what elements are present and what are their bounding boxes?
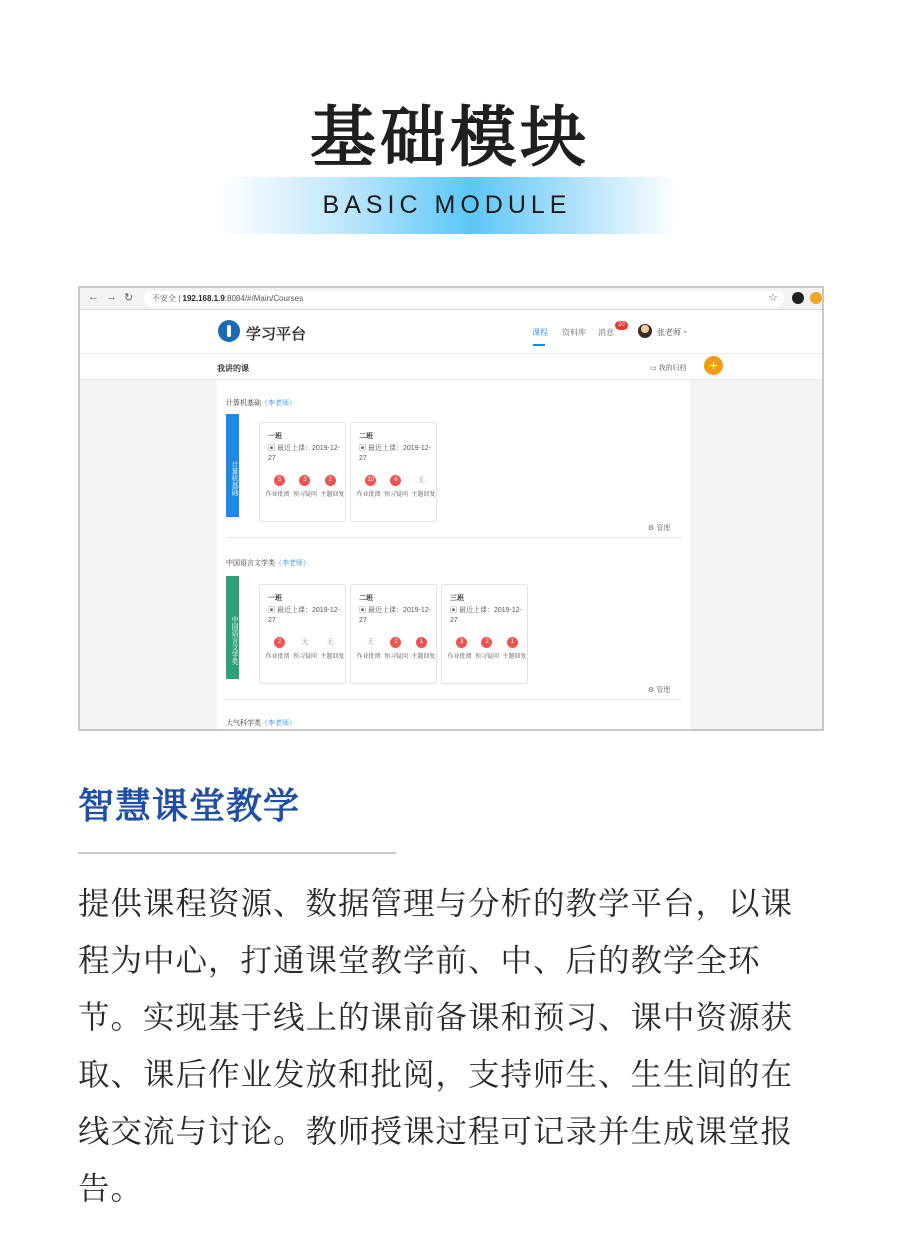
class-card[interactable] xyxy=(350,422,437,522)
nav-messages[interactable]: 消息 xyxy=(598,328,614,337)
class-name: 二班 xyxy=(359,433,373,440)
reload-icon[interactable]: ↻ xyxy=(124,292,134,304)
reply-count[interactable]: 1 xyxy=(507,637,518,648)
url-path: :8084/#/Main/Courses xyxy=(224,294,304,303)
add-course-button[interactable]: + xyxy=(704,356,723,375)
url-host: 192.168.1.9 xyxy=(182,294,225,303)
stat-label: 预习疑问 xyxy=(474,654,499,660)
subtitle-banner xyxy=(217,177,677,234)
app-screenshot xyxy=(78,286,824,731)
manage-link[interactable]: ⚙ 管理 xyxy=(648,525,671,532)
class-name: 一班 xyxy=(268,433,282,440)
class-stats xyxy=(449,637,525,648)
course-title[interactable] xyxy=(226,398,296,408)
bookmark-star-icon[interactable]: ☆ xyxy=(768,292,778,304)
stat-label: 作业批阅 xyxy=(265,654,290,660)
class-stats xyxy=(358,637,434,648)
class-name: 一班 xyxy=(268,595,282,602)
question-count[interactable]: 6 xyxy=(390,475,401,486)
course-ribbon: 计算机基础 xyxy=(226,414,239,517)
manage-link[interactable]: ⚙ 管理 xyxy=(648,687,671,694)
course-name: 大气科学类 xyxy=(226,720,261,727)
archive-label: 我的归档 xyxy=(658,365,687,372)
stat-labels xyxy=(446,653,528,661)
section-title: 智慧课堂教学 xyxy=(78,786,301,827)
address-bar[interactable] xyxy=(144,291,784,307)
app-name: 学习平台 xyxy=(246,326,307,343)
class-card[interactable] xyxy=(441,584,528,684)
subtitle-text: BASIC MODULE xyxy=(322,191,572,219)
class-stats xyxy=(267,637,343,648)
stat-label: 主题回复 xyxy=(502,654,527,660)
stat-label: 作业批阅 xyxy=(356,654,381,660)
nav-courses[interactable]: 课程 xyxy=(532,328,548,337)
course-title[interactable] xyxy=(226,558,310,568)
archive-link[interactable] xyxy=(650,363,687,373)
last-class-date: ▣ 最近上课：2019-12-27 xyxy=(268,445,340,462)
stat-labels xyxy=(355,491,437,499)
app-header xyxy=(80,310,822,354)
class-stats xyxy=(358,475,434,486)
calendar-icon: ▣ xyxy=(450,607,459,614)
class-card[interactable] xyxy=(259,584,346,684)
calendar-icon: ▣ xyxy=(359,445,368,452)
reply-count[interactable]: 2 xyxy=(325,475,336,486)
last-class-date: ▣ 最近上课：2019-12-27 xyxy=(359,445,431,462)
last-class-date: ▣ 最近上课：2019-12-27 xyxy=(268,607,340,624)
chevron-down-icon[interactable]: ⌄ xyxy=(682,326,689,335)
stat-label: 预习疑问 xyxy=(383,654,408,660)
nav-library[interactable]: 资料库 xyxy=(562,328,586,337)
course-title[interactable] xyxy=(226,718,296,728)
class-card[interactable] xyxy=(259,422,346,522)
extension-icon[interactable] xyxy=(810,292,822,304)
class-card[interactable] xyxy=(350,584,437,684)
gear-icon: ⚙ xyxy=(648,687,657,694)
homework-count[interactable]: 5 xyxy=(274,475,285,486)
reply-count[interactable]: 1 xyxy=(416,637,427,648)
stat-label: 主题回复 xyxy=(411,654,436,660)
forward-icon[interactable]: → xyxy=(106,291,117,303)
stat-label: 主题回复 xyxy=(320,654,345,660)
stat-labels xyxy=(264,653,346,661)
stat-labels xyxy=(355,653,437,661)
user-name[interactable]: 张老师 xyxy=(657,328,681,337)
question-count: 无 xyxy=(301,639,309,646)
stat-labels xyxy=(264,491,346,499)
calendar-icon: ▣ xyxy=(268,445,277,452)
course-name: 中国语言文学类 xyxy=(226,560,275,567)
stat-label: 预习疑问 xyxy=(292,654,317,660)
course-teacher: （李老师） xyxy=(261,720,296,727)
course-teacher: （李老师） xyxy=(275,560,310,567)
calendar-icon: ▣ xyxy=(268,607,277,614)
homework-count: 无 xyxy=(367,639,375,646)
class-name: 三班 xyxy=(450,595,464,602)
stat-label: 主题回复 xyxy=(320,492,345,498)
course-list xyxy=(217,380,690,731)
account-icon[interactable] xyxy=(792,292,804,304)
security-label: 不安全 | xyxy=(152,294,183,303)
course-ribbon: 中国语言文学类 xyxy=(226,576,239,679)
reply-count: 无 xyxy=(417,477,425,484)
stat-label: 作业批阅 xyxy=(356,492,381,498)
question-count[interactable]: 2 xyxy=(481,637,492,648)
homework-count[interactable]: 10 xyxy=(365,475,376,486)
section-body: 提供课程资源、数据管理与分析的教学平台，以课程为中心，打通课堂教学前、中、后的教学全环节。实现基于线上的课前备课和预习、课中资源获取、课后作业发放和批阅，支持师生、生生间的在线交流与讨论。教师授课过程可记录并生成课堂报告。 xyxy=(78,886,794,1207)
browser-toolbar xyxy=(80,288,822,310)
back-icon[interactable]: ← xyxy=(88,291,99,303)
course-teacher: （李老师） xyxy=(261,400,296,407)
nav-active-indicator xyxy=(533,344,545,346)
page-title: 基础模块 xyxy=(310,99,590,176)
avatar[interactable] xyxy=(638,324,652,338)
divider xyxy=(226,537,681,538)
section-divider xyxy=(78,852,396,854)
stat-label: 预习疑问 xyxy=(383,492,408,498)
stat-label: 作业批阅 xyxy=(265,492,290,498)
last-class-date: ▣ 最近上课：2019-12-27 xyxy=(450,607,522,624)
logo-icon xyxy=(218,320,240,342)
folder-icon: ▭ xyxy=(650,365,659,372)
question-count[interactable]: 3 xyxy=(299,475,310,486)
gear-icon: ⚙ xyxy=(648,525,657,532)
class-name: 二班 xyxy=(359,595,373,602)
class-stats xyxy=(267,475,343,486)
calendar-icon: ▣ xyxy=(359,607,368,614)
course-toolbar xyxy=(80,354,822,380)
course-name: 计算机基础 xyxy=(226,400,261,407)
reply-count: 无 xyxy=(326,639,334,646)
my-courses-label: 我讲的课 xyxy=(217,364,249,373)
divider xyxy=(226,699,681,700)
last-class-date: ▣ 最近上课：2019-12-27 xyxy=(359,607,431,624)
question-count[interactable]: 2 xyxy=(390,637,401,648)
homework-count[interactable]: 2 xyxy=(274,637,285,648)
stat-label: 主题回复 xyxy=(411,492,436,498)
messages-badge: 20 xyxy=(615,321,628,330)
stat-label: 作业批阅 xyxy=(447,654,472,660)
stat-label: 预习疑问 xyxy=(292,492,317,498)
homework-count[interactable]: 3 xyxy=(456,637,467,648)
